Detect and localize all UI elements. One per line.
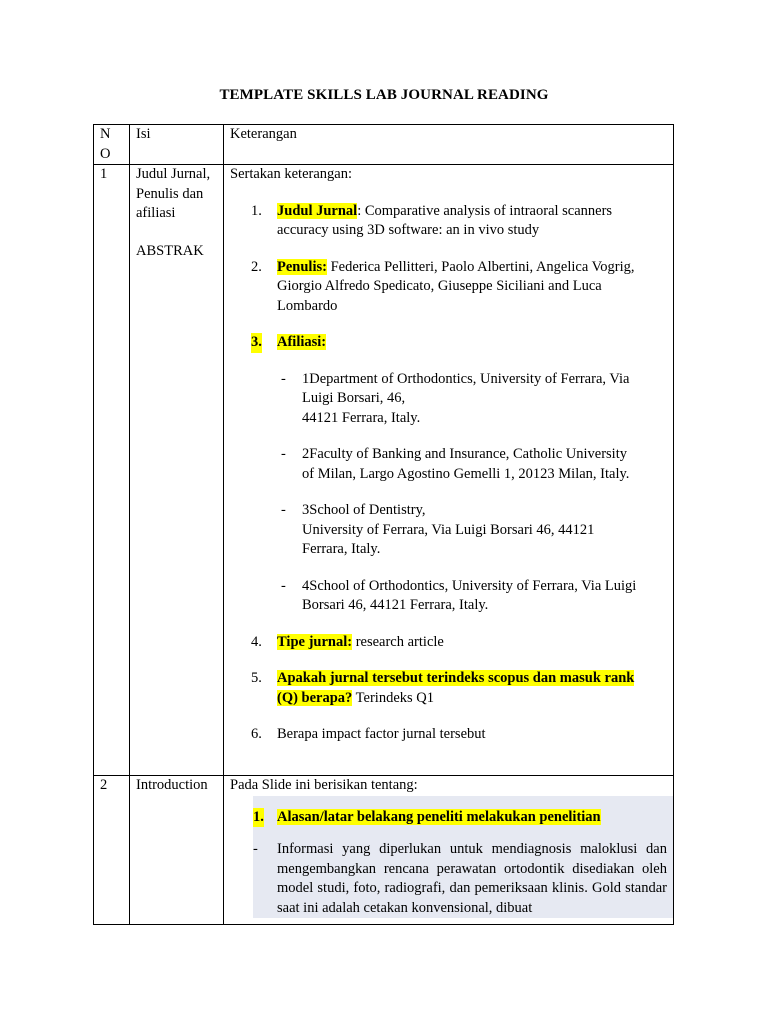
header-isi: Isi (130, 125, 224, 165)
header-keterangan: Keterangan (224, 125, 674, 165)
shaded-block (253, 796, 673, 919)
intro-paragraph: - Informasi yang diperlukan untuk mendiagnosis maloklusi dan mengembangkan rencana perawatan ortodontik disediakan oleh model studi, foto, radiografi, dan pemeriksaan klinis. Gold standar saat ini adalah cetakan konvensional, dibuat (253, 841, 667, 916)
table-header-row (94, 125, 674, 165)
table-row (94, 776, 674, 925)
document-title: TEMPLATE SKILLS LAB JOURNAL READING (219, 87, 549, 103)
row1-no: 1 (94, 165, 130, 776)
affiliation-item: - 4School of Orthodontics, University of Ferrara, Via Luigi Borsari 46, 44121 Ferrara, Italy. (281, 577, 637, 613)
list-item: 6. Berapa impact factor jurnal tersebut (251, 726, 486, 742)
list-item: 3. Afiliasi: (230, 333, 673, 353)
header-no: N O (94, 125, 130, 165)
abstrak-label: ABSTRAK (136, 242, 204, 259)
table-row (94, 165, 674, 776)
affiliation-item: - 1Department of Orthodontics, University of Ferrara, Via Luigi Borsari, 46, 44121 Ferrara, Italy. (281, 370, 630, 426)
row2-isi: Introduction (130, 776, 224, 925)
list-item: 1. Judul Jurnal: Comparative analysis of intraoral scanners accuracy using 3D software: an in vivo study (251, 202, 613, 238)
affiliation-item: - 3School of Dentistry, University of Ferrara, Via Luigi Borsari 46, 44121 Ferrara, Italy. (281, 502, 595, 557)
row1-isi: Judul Jurnal, Penulis dan afiliasi ABSTRAK (130, 165, 224, 776)
list-item: 4. Tipe jurnal: research article (251, 633, 444, 650)
affiliation-item: - 2Faculty of Banking and Insurance, Catholic University of Milan, Largo Agostino Gemelli 1, 20123 Milan, Italy. (281, 446, 630, 482)
list-item: 2. Penulis: Federica Pellitteri, Paolo Albertini, Angelica Vogrig, Giorgio Alfredo Spedicato, Giuseppe Siciliani and Luca Lombardo (251, 258, 635, 314)
list-item: 5. Apakah jurnal tersebut terindeks scopus dan masuk rank (Q) berapa? Terindeks Q1 (251, 670, 635, 706)
row2-keterangan: Pada Slide ini berisikan tentang: 1. Alasan/latar belakang peneliti melakukan penelitian - Informasi yang diperlukan untuk mendiagnosis maloklusi dan mengembangkan rencana perawatan ortodontik disediakan oleh model studi, foto, radiografi, dan pemeriksaan klinis. Gold standar saat ini adalah cetakan konvensional, dibuat (224, 776, 674, 925)
row1-keterangan: Sertakan keterangan: 1. Judul Jurnal: Comparative analysis of intraoral scanners accuracy using 3D software: an in vivo study 2. Penulis: Federica Pellitteri, Paolo Albertini, Angelica Vogrig, Giorgio Alfredo Spedicato, Giuseppe Siciliani and Luca Lombardo 3. Afiliasi: - 1Department of Orthodontics, University of Ferrara, Via Luigi Borsari, 46, 44121 Ferrara, Italy. - 2Faculty of Banking and Insurance, Catholic University of Milan, Largo Agostino Gemelli 1, 20123 Milan, Italy. - 3School of Dentistry, University of Ferrara, Via Luigi Borsari 46, 44121 Ferrara, Italy. - 4School of Orthodontics, University of Ferrara, Via Luigi Borsari 46, 44121 Ferrara, Italy. 4. Tipe jurnal: research article 5. Apakah jurnal tersebut terindeks scopus dan masuk rank (Q) berapa? Terindeks Q1 6. Berapa impact factor jurnal tersebut (224, 165, 674, 776)
row2-no: 2 (94, 776, 130, 925)
section-heading: 1. Alasan/latar belakang peneliti melakukan penelitian (253, 808, 673, 828)
journal-table (93, 124, 674, 925)
